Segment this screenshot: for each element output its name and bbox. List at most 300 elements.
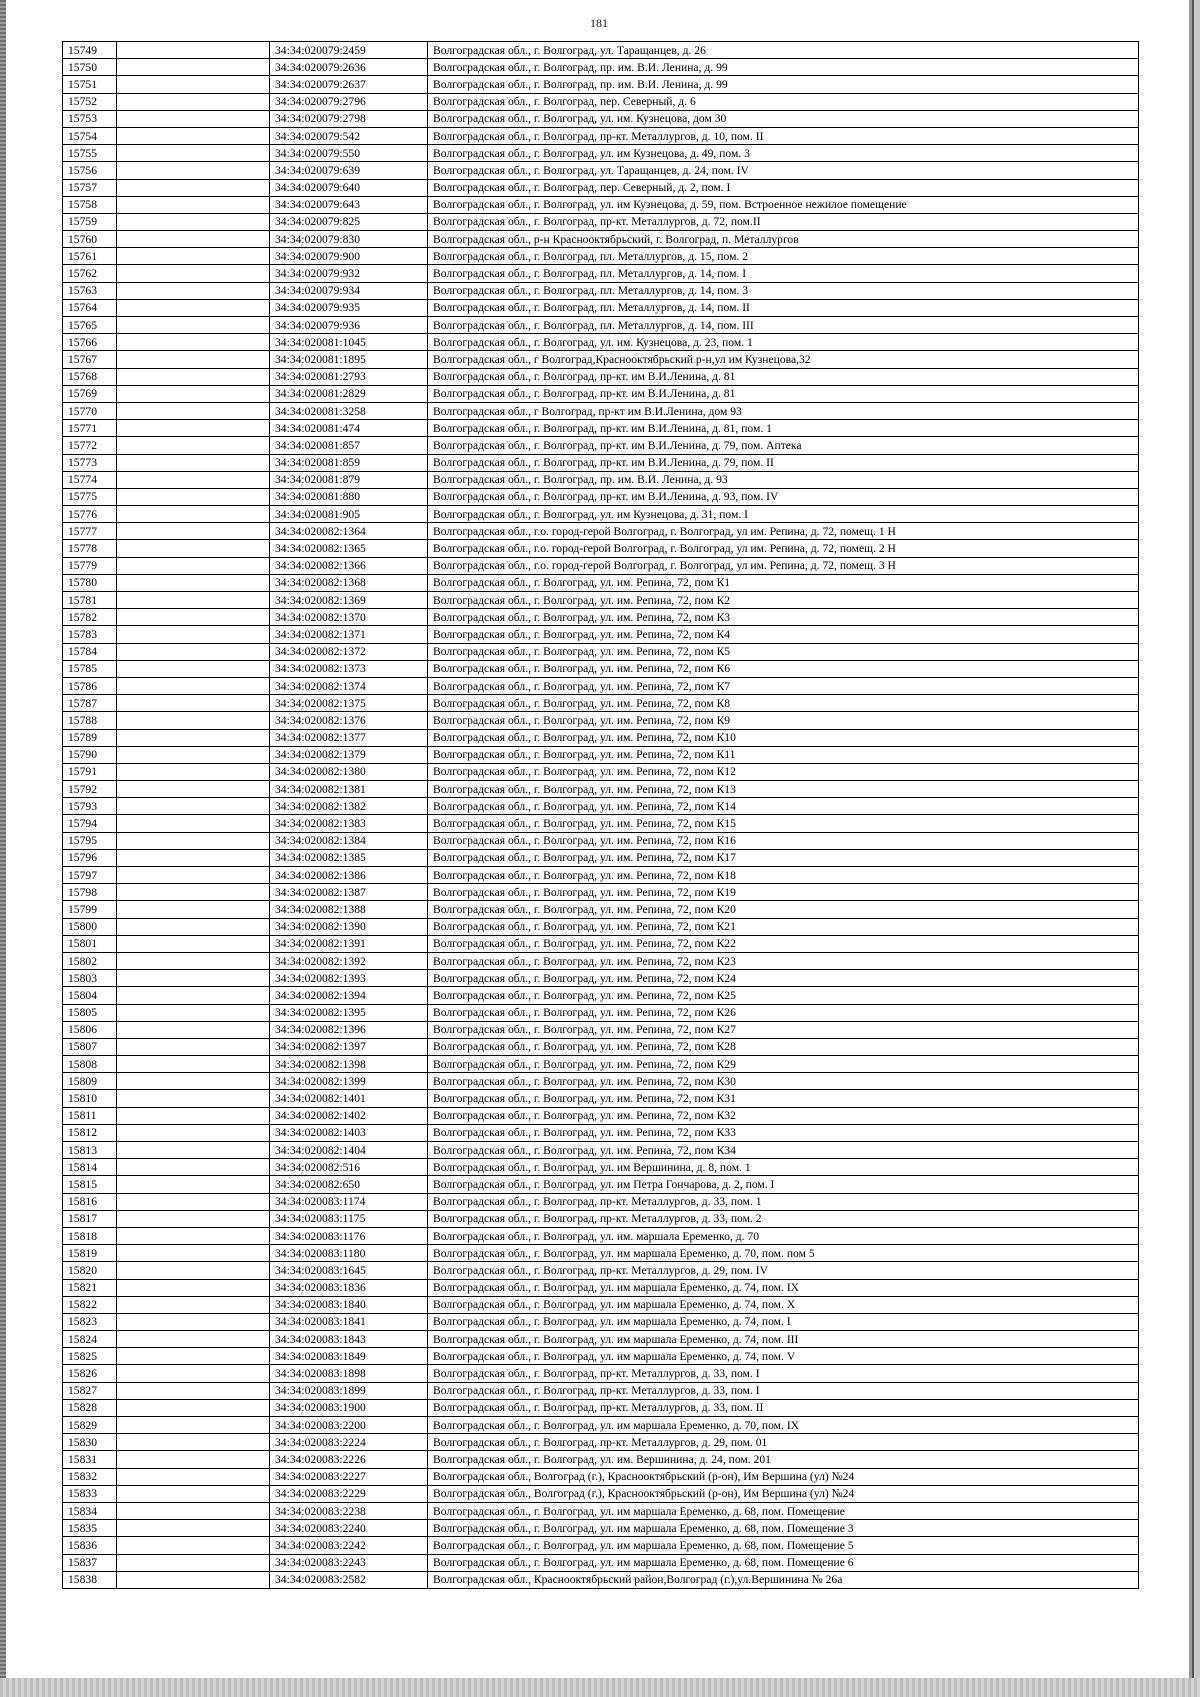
blank-cell [117, 196, 270, 213]
table-row [63, 351, 1139, 368]
blank-cell [117, 1417, 270, 1434]
table-row [63, 695, 1139, 712]
row-number-cell: 15754 [63, 127, 117, 144]
address-cell: Волгоградская обл., г. Волгоград, ул. им. Репина, 72, пом К34 [428, 1142, 1139, 1159]
row-number-cell: 15763 [63, 282, 117, 299]
blank-cell [117, 1262, 270, 1279]
address-cell: Волгоградская обл., г. Волгоград, ул. им. Репина, 72, пом К32 [428, 1107, 1139, 1124]
row-number-cell: 15825 [63, 1348, 117, 1365]
row-number-cell: 15776 [63, 506, 117, 523]
table-row [63, 42, 1139, 59]
address-cell: Волгоградская обл., г. Волгоград, ул. им Кузнецова, д. 49, пом. 3 [428, 145, 1139, 162]
address-cell: Волгоградская обл., г. Волгоград, пр-кт. Металлургов, д. 72, пом.II [428, 213, 1139, 230]
blank-cell [117, 1382, 270, 1399]
blank-cell [117, 1210, 270, 1227]
cadastral-number-cell: 34:34:020082:1376 [270, 712, 428, 729]
blank-cell [117, 901, 270, 918]
cadastral-number-cell: 34:34:020082:516 [270, 1159, 428, 1176]
address-cell: Волгоградская обл., г. Волгоград, ул. им маршала Еременко, д. 74, пом. V [428, 1348, 1139, 1365]
address-cell: Волгоградская обл., г. Волгоград, ул. им Петра Гончарова, д. 2, пом. I [428, 1176, 1139, 1193]
cadastral-number-cell: 34:34:020079:934 [270, 282, 428, 299]
row-number-cell: 15802 [63, 952, 117, 969]
blank-cell [117, 299, 270, 316]
table-row [63, 1365, 1139, 1382]
row-number-cell: 15765 [63, 317, 117, 334]
address-cell: Волгоградская обл., г. Волгоград, пл. Металлургов, д. 14, пом. 3 [428, 282, 1139, 299]
cadastral-number-cell: 34:34:020083:2200 [270, 1417, 428, 1434]
cadastral-number-cell: 34:34:020082:1382 [270, 798, 428, 815]
cadastral-number-cell: 34:34:020082:1399 [270, 1073, 428, 1090]
table-row [63, 592, 1139, 609]
table-row [63, 437, 1139, 454]
blank-cell [117, 1296, 270, 1313]
cadastral-number-cell: 34:34:020083:1176 [270, 1227, 428, 1244]
table-row [63, 1056, 1139, 1073]
row-number-cell: 15756 [63, 162, 117, 179]
blank-cell [117, 1107, 270, 1124]
blank-cell [117, 248, 270, 265]
address-cell: Волгоградская обл., г. Волгоград, ул. им маршала Еременко, д. 68, пом. Помещение 3 [428, 1520, 1139, 1537]
cadastral-number-cell: 34:34:020082:1386 [270, 867, 428, 884]
blank-cell [117, 677, 270, 694]
blank-cell [117, 334, 270, 351]
blank-cell [117, 592, 270, 609]
cadastral-number-cell: 34:34:020083:2243 [270, 1554, 428, 1571]
row-number-cell: 15836 [63, 1537, 117, 1554]
cadastral-number-cell: 34:34:020083:2227 [270, 1468, 428, 1485]
row-number-cell: 15804 [63, 987, 117, 1004]
table-row [63, 213, 1139, 230]
row-number-cell: 15769 [63, 385, 117, 402]
blank-cell [117, 1502, 270, 1519]
address-cell: Волгоградская обл., г. Волгоград, пр-кт. Металлургов, д. 10, пом. II [428, 127, 1139, 144]
cadastral-number-cell: 34:34:020082:1385 [270, 849, 428, 866]
table-row [63, 1227, 1139, 1244]
row-number-cell: 15813 [63, 1142, 117, 1159]
table-row [63, 110, 1139, 127]
row-number-cell: 15835 [63, 1520, 117, 1537]
blank-cell [117, 1090, 270, 1107]
table-row [63, 1193, 1139, 1210]
cadastral-number-cell: 34:34:020082:1402 [270, 1107, 428, 1124]
row-number-cell: 15820 [63, 1262, 117, 1279]
cadastral-number-cell: 34:34:020083:2240 [270, 1520, 428, 1537]
table-row [63, 1520, 1139, 1537]
blank-cell [117, 282, 270, 299]
table-row [63, 265, 1139, 282]
row-number-cell: 15784 [63, 643, 117, 660]
row-number-cell: 15831 [63, 1451, 117, 1468]
row-number-cell: 15810 [63, 1090, 117, 1107]
blank-cell [117, 231, 270, 248]
table-row [63, 420, 1139, 437]
row-number-cell: 15799 [63, 901, 117, 918]
cadastral-number-cell: 34:34:020079:640 [270, 179, 428, 196]
table-row [63, 1502, 1139, 1519]
cadastral-number-cell: 34:34:020083:1900 [270, 1399, 428, 1416]
cadastral-number-cell: 34:34:020082:1364 [270, 523, 428, 540]
row-number-cell: 15788 [63, 712, 117, 729]
cadastral-number-cell: 34:34:020083:2229 [270, 1485, 428, 1502]
address-cell: Волгоградская обл., г. Волгоград, ул. им. Репина, 72, пом К6 [428, 660, 1139, 677]
blank-cell [117, 42, 270, 59]
row-number-cell: 15826 [63, 1365, 117, 1382]
cadastral-number-cell: 34:34:020079:936 [270, 317, 428, 334]
row-number-cell: 15787 [63, 695, 117, 712]
table-row [63, 970, 1139, 987]
row-number-cell: 15834 [63, 1502, 117, 1519]
cadastral-number-cell: 34:34:020079:900 [270, 248, 428, 265]
blank-cell [117, 987, 270, 1004]
cadastral-number-cell: 34:34:020083:1180 [270, 1245, 428, 1262]
address-cell: Волгоградская обл., г. Волгоград, ул. им. Репина, 72, пом К21 [428, 918, 1139, 935]
address-cell: Волгоградская обл., г. Волгоград, ул. им. Репина, 72, пом К22 [428, 935, 1139, 952]
table-row [63, 609, 1139, 626]
blank-cell [117, 815, 270, 832]
address-cell: Волгоградская обл., г. Волгоград, пл. Металлургов, д. 15, пом. 2 [428, 248, 1139, 265]
cadastral-number-cell: 34:34:020083:1175 [270, 1210, 428, 1227]
address-cell: Волгоградская обл., г. Волгоград, пл. Металлургов, д. 14, пом. I [428, 265, 1139, 282]
blank-cell [117, 626, 270, 643]
row-number-cell: 15760 [63, 231, 117, 248]
row-number-cell: 15758 [63, 196, 117, 213]
table-row [63, 127, 1139, 144]
cadastral-number-cell: 34:34:020079:2636 [270, 59, 428, 76]
table-row [63, 557, 1139, 574]
table-row [63, 317, 1139, 334]
table-row [63, 1451, 1139, 1468]
address-cell: Волгоградская обл., г. Волгоград, ул. им. Репина, 72, пом К26 [428, 1004, 1139, 1021]
row-number-cell: 15806 [63, 1021, 117, 1038]
address-cell: Волгоградская обл., г. Волгоград, ул. им маршала Еременко, д. 74, пом. X [428, 1296, 1139, 1313]
registry-table [62, 41, 1139, 1589]
address-cell: Волгоградская обл., г. Волгоград, пр-кт. Металлургов, д. 33, пом. I [428, 1382, 1139, 1399]
address-cell: Волгоградская обл., г. Волгоград, ул. им. Репина, 72, пом К1 [428, 574, 1139, 591]
row-number-cell: 15753 [63, 110, 117, 127]
address-cell: Волгоградская обл., г. Волгоград, ул. им. Репина, 72, пом К4 [428, 626, 1139, 643]
row-number-cell: 15828 [63, 1399, 117, 1416]
blank-cell [117, 1313, 270, 1330]
blank-cell [117, 127, 270, 144]
row-number-cell: 15794 [63, 815, 117, 832]
table-row [63, 884, 1139, 901]
address-cell: Волгоградская обл., г. Волгоград, ул. им. маршала Еременко, д. 70 [428, 1227, 1139, 1244]
row-number-cell: 15757 [63, 179, 117, 196]
row-number-cell: 15792 [63, 781, 117, 798]
blank-cell [117, 557, 270, 574]
blank-cell [117, 76, 270, 93]
table-row [63, 626, 1139, 643]
table-row [63, 677, 1139, 694]
table-row [63, 729, 1139, 746]
blank-cell [117, 970, 270, 987]
blank-cell [117, 213, 270, 230]
cadastral-number-cell: 34:34:020082:1387 [270, 884, 428, 901]
address-cell: Волгоградская обл., г. Волгоград, пр. им. В.И. Ленина, д. 99 [428, 59, 1139, 76]
cadastral-number-cell: 34:34:020081:474 [270, 420, 428, 437]
row-number-cell: 15827 [63, 1382, 117, 1399]
blank-cell [117, 351, 270, 368]
cadastral-number-cell: 34:34:020081:857 [270, 437, 428, 454]
blank-cell [117, 162, 270, 179]
address-cell: Волгоградская обл., г. Волгоград, ул. им. Репина, 72, пом К10 [428, 729, 1139, 746]
scan-bottom-edge [0, 1678, 1200, 1697]
address-cell: Волгоградская обл., Волгоград (г.), Краснооктябрьский (р-он), Им Вершина (ул) №24 [428, 1468, 1139, 1485]
address-cell: Волгоградская обл., г. Волгоград, ул. им. Репина, 72, пом К31 [428, 1090, 1139, 1107]
row-number-cell: 15805 [63, 1004, 117, 1021]
address-cell: Волгоградская обл., г. Волгоград, ул. им маршала Еременко, д. 70, пом. IX [428, 1417, 1139, 1434]
address-cell: Волгоградская обл., г. Волгоград, ул. им. Репина, 72, пом К18 [428, 867, 1139, 884]
address-cell: Волгоградская обл., г. Волгоград, ул. им. Репина, 72, пом К33 [428, 1124, 1139, 1141]
blank-cell [117, 93, 270, 110]
address-cell: Волгоградская обл., г. Волгоград, пер. Северный, д. 2, пом. I [428, 179, 1139, 196]
row-number-cell: 15809 [63, 1073, 117, 1090]
row-number-cell: 15816 [63, 1193, 117, 1210]
address-cell: Волгоградская обл., г. Волгоград, ул. им. Репина, 72, пом К13 [428, 781, 1139, 798]
table-row [63, 1348, 1139, 1365]
blank-cell [117, 265, 270, 282]
address-cell: Волгоградская обл., г. Волгоград, ул. им маршала Еременко, д. 74, пом. III [428, 1331, 1139, 1348]
blank-cell [117, 832, 270, 849]
cadastral-number-cell: 34:34:020082:1403 [270, 1124, 428, 1141]
table-row [63, 1313, 1139, 1330]
blank-cell [117, 471, 270, 488]
table-row [63, 299, 1139, 316]
address-cell: Волгоградская обл., г. Волгоград, ул. им. Кузнецова, дом 30 [428, 110, 1139, 127]
row-number-cell: 15798 [63, 884, 117, 901]
cadastral-number-cell: 34:34:020081:2793 [270, 368, 428, 385]
row-number-cell: 15838 [63, 1571, 117, 1588]
blank-cell [117, 1142, 270, 1159]
address-cell: Волгоградская обл., г. Волгоград, пр-кт. Металлургов, д. 29, пом. 01 [428, 1434, 1139, 1451]
cadastral-number-cell: 34:34:020082:1372 [270, 643, 428, 660]
blank-cell [117, 1056, 270, 1073]
address-cell: Волгоградская обл., г. Волгоград, ул. им. Репина, 72, пом К7 [428, 677, 1139, 694]
row-number-cell: 15791 [63, 763, 117, 780]
blank-cell [117, 1227, 270, 1244]
address-cell: Волгоградская обл., г. Волгоград, пр. им. В.И. Ленина, д. 99 [428, 76, 1139, 93]
row-number-cell: 15759 [63, 213, 117, 230]
blank-cell [117, 488, 270, 505]
row-number-cell: 15768 [63, 368, 117, 385]
table-row [63, 1107, 1139, 1124]
row-number-cell: 15781 [63, 592, 117, 609]
address-cell: Волгоградская обл., г. Волгоград, ул. им Вершинина, д. 8, пом. 1 [428, 1159, 1139, 1176]
row-number-cell: 15808 [63, 1056, 117, 1073]
cadastral-number-cell: 34:34:020082:1397 [270, 1038, 428, 1055]
table-row [63, 540, 1139, 557]
table-row [63, 987, 1139, 1004]
cadastral-number-cell: 34:34:020079:2637 [270, 76, 428, 93]
cadastral-number-cell: 34:34:020079:2459 [270, 42, 428, 59]
address-cell: Волгоградская обл., г. Волгоград, ул. им маршала Еременко, д. 70, пом. пом 5 [428, 1245, 1139, 1262]
address-cell: Волгоградская обл., г. Волгоград, пр-кт. им В.И.Ленина, д. 81 [428, 368, 1139, 385]
cadastral-number-cell: 34:34:020082:1380 [270, 763, 428, 780]
table-row [63, 1090, 1139, 1107]
row-number-cell: 15811 [63, 1107, 117, 1124]
row-number-cell: 15774 [63, 471, 117, 488]
row-number-cell: 15830 [63, 1434, 117, 1451]
cadastral-number-cell: 34:34:020079:542 [270, 127, 428, 144]
row-number-cell: 15821 [63, 1279, 117, 1296]
table-row [63, 1142, 1139, 1159]
address-cell: Волгоградская обл., г. Волгоград, пл. Металлургов, д. 14, пом. II [428, 299, 1139, 316]
cadastral-number-cell: 34:34:020082:1379 [270, 746, 428, 763]
cadastral-number-cell: 34:34:020082:1394 [270, 987, 428, 1004]
blank-cell [117, 1193, 270, 1210]
address-cell: Волгоградская обл., г Волгоград, пр-кт им В.И.Ленина, дом 93 [428, 402, 1139, 419]
cadastral-number-cell: 34:34:020079:550 [270, 145, 428, 162]
table-row [63, 1331, 1139, 1348]
cadastral-number-cell: 34:34:020083:2242 [270, 1537, 428, 1554]
address-cell: Волгоградская обл., г. Волгоград, пр-кт. Металлургов, д. 29, пом. IV [428, 1262, 1139, 1279]
address-cell: Волгоградская обл., г. Волгоград, ул. им Кузнецова, д. 31, пом. I [428, 506, 1139, 523]
row-number-cell: 15783 [63, 626, 117, 643]
cadastral-number-cell: 34:34:020083:1841 [270, 1313, 428, 1330]
row-number-cell: 15795 [63, 832, 117, 849]
table-row [63, 643, 1139, 660]
cadastral-number-cell: 34:34:020083:2582 [270, 1571, 428, 1588]
table-row [63, 1434, 1139, 1451]
blank-cell [117, 454, 270, 471]
row-number-cell: 15800 [63, 918, 117, 935]
row-number-cell: 15752 [63, 93, 117, 110]
blank-cell [117, 59, 270, 76]
cadastral-number-cell: 34:34:020081:2829 [270, 385, 428, 402]
blank-cell [117, 609, 270, 626]
address-cell: Волгоградская обл., г. Волгоград, пр. им. В.И. Ленина, д. 93 [428, 471, 1139, 488]
cadastral-number-cell: 34:34:020082:1377 [270, 729, 428, 746]
document-page [6, 0, 1194, 1678]
cadastral-number-cell: 34:34:020081:3258 [270, 402, 428, 419]
blank-cell [117, 1348, 270, 1365]
blank-cell [117, 1331, 270, 1348]
address-cell: Волгоградская обл., г. Волгоград, ул. Таращанцев, д. 24, пом. IV [428, 162, 1139, 179]
address-cell: Волгоградская обл., г. Волгоград, пр-кт. им В.И.Ленина, д. 81 [428, 385, 1139, 402]
cadastral-number-cell: 34:34:020082:1384 [270, 832, 428, 849]
table-row [63, 746, 1139, 763]
table-row [63, 1296, 1139, 1313]
table-row [63, 952, 1139, 969]
cadastral-number-cell: 34:34:020082:1392 [270, 952, 428, 969]
address-cell: Волгоградская обл., г. Волгоград, ул. им. Вершинина, д. 24, пом. 201 [428, 1451, 1139, 1468]
cadastral-number-cell: 34:34:020083:2238 [270, 1502, 428, 1519]
row-number-cell: 15773 [63, 454, 117, 471]
row-number-cell: 15779 [63, 557, 117, 574]
address-cell: Волгоградская обл., г.о. город-герой Волгоград, г. Волгоград, ул им. Репина, д. 72, помещ. 3 Н [428, 557, 1139, 574]
cadastral-number-cell: 34:34:020082:1375 [270, 695, 428, 712]
row-number-cell: 15824 [63, 1331, 117, 1348]
blank-cell [117, 1365, 270, 1382]
row-number-cell: 15814 [63, 1159, 117, 1176]
row-number-cell: 15797 [63, 867, 117, 884]
cadastral-number-cell: 34:34:020079:830 [270, 231, 428, 248]
blank-cell [117, 1038, 270, 1055]
blank-cell [117, 781, 270, 798]
cadastral-number-cell: 34:34:020079:2798 [270, 110, 428, 127]
cadastral-number-cell: 34:34:020082:1365 [270, 540, 428, 557]
blank-cell [117, 1004, 270, 1021]
address-cell: Волгоградская обл., г.о. город-герой Волгоград, г. Волгоград, ул им. Репина, д. 72, помещ. 1 Н [428, 523, 1139, 540]
address-cell: Волгоградская обл., г. Волгоград, ул. им. Репина, 72, пом К30 [428, 1073, 1139, 1090]
table-row [63, 59, 1139, 76]
blank-cell [117, 849, 270, 866]
address-cell: Волгоградская обл., р-н Краснооктябрьский, г. Волгоград, п. Металлургов [428, 231, 1139, 248]
row-number-cell: 15761 [63, 248, 117, 265]
cadastral-number-cell: 34:34:020082:1381 [270, 781, 428, 798]
table-row [63, 1210, 1139, 1227]
cadastral-number-cell: 34:34:020079:2796 [270, 93, 428, 110]
cadastral-number-cell: 34:34:020079:643 [270, 196, 428, 213]
blank-cell [117, 643, 270, 660]
blank-cell [117, 712, 270, 729]
table-row [63, 1004, 1139, 1021]
cadastral-number-cell: 34:34:020082:1370 [270, 609, 428, 626]
cadastral-number-cell: 34:34:020081:1895 [270, 351, 428, 368]
blank-cell [117, 1520, 270, 1537]
cadastral-number-cell: 34:34:020082:1373 [270, 660, 428, 677]
row-number-cell: 15772 [63, 437, 117, 454]
table-row [63, 454, 1139, 471]
address-cell: Волгоградская обл., г. Волгоград, ул. им маршала Еременко, д. 68, пом. Помещение 5 [428, 1537, 1139, 1554]
row-number-cell: 15793 [63, 798, 117, 815]
table-row [63, 402, 1139, 419]
address-cell: Волгоградская обл., г. Волгоград, ул. им. Репина, 72, пом К9 [428, 712, 1139, 729]
table-row [63, 334, 1139, 351]
address-cell: Волгоградская обл., г. Волгоград, ул. им. Репина, 72, пом К27 [428, 1021, 1139, 1038]
blank-cell [117, 729, 270, 746]
blank-cell [117, 1485, 270, 1502]
table-row [63, 763, 1139, 780]
table-row [63, 248, 1139, 265]
address-cell: Волгоградская обл., г. Волгоград, ул. им. Репина, 72, пом К5 [428, 643, 1139, 660]
table-row [63, 832, 1139, 849]
address-cell: Волгоградская обл., Краснооктябрьский район,Волгоград (г.),ул.Вершинина № 26а [428, 1571, 1139, 1588]
address-cell: Волгоградская обл., г. Волгоград, пр-кт. им В.И.Ленина, д. 79, пом. II [428, 454, 1139, 471]
row-number-cell: 15819 [63, 1245, 117, 1262]
address-cell: Волгоградская обл., г. Волгоград, ул. им. Репина, 72, пом К11 [428, 746, 1139, 763]
blank-cell [117, 1159, 270, 1176]
table-row [63, 282, 1139, 299]
blank-cell [117, 1571, 270, 1588]
blank-cell [117, 1434, 270, 1451]
blank-cell [117, 574, 270, 591]
cadastral-number-cell: 34:34:020081:880 [270, 488, 428, 505]
address-cell: Волгоградская обл., г. Волгоград, пр-кт. Металлургов, д. 33, пом. 1 [428, 1193, 1139, 1210]
table-row [63, 179, 1139, 196]
address-cell: Волгоградская обл., г. Волгоград, ул. им. Репина, 72, пом К24 [428, 970, 1139, 987]
blank-cell [117, 1021, 270, 1038]
address-cell: Волгоградская обл., г. Волгоград, пл. Металлургов, д. 14, пом. III [428, 317, 1139, 334]
address-cell: Волгоградская обл., г. Волгоград, ул. им. Репина, 72, пом К15 [428, 815, 1139, 832]
address-cell: Волгоградская обл., г.о. город-герой Волгоград, г. Волгоград, ул им. Репина, д. 72, помещ. 2 Н [428, 540, 1139, 557]
table-row [63, 798, 1139, 815]
row-number-cell: 15762 [63, 265, 117, 282]
table-row [63, 901, 1139, 918]
table-row [63, 918, 1139, 935]
page-number: 181 [590, 16, 608, 30]
address-cell: Волгоградская обл., г. Волгоград, ул. им. Репина, 72, пом К3 [428, 609, 1139, 626]
row-number-cell: 15801 [63, 935, 117, 952]
table-row [63, 1279, 1139, 1296]
table-row [63, 196, 1139, 213]
blank-cell [117, 179, 270, 196]
table-row [63, 1262, 1139, 1279]
cadastral-number-cell: 34:34:020081:879 [270, 471, 428, 488]
table-row [63, 935, 1139, 952]
table-row [63, 1571, 1139, 1588]
cadastral-number-cell: 34:34:020079:825 [270, 213, 428, 230]
